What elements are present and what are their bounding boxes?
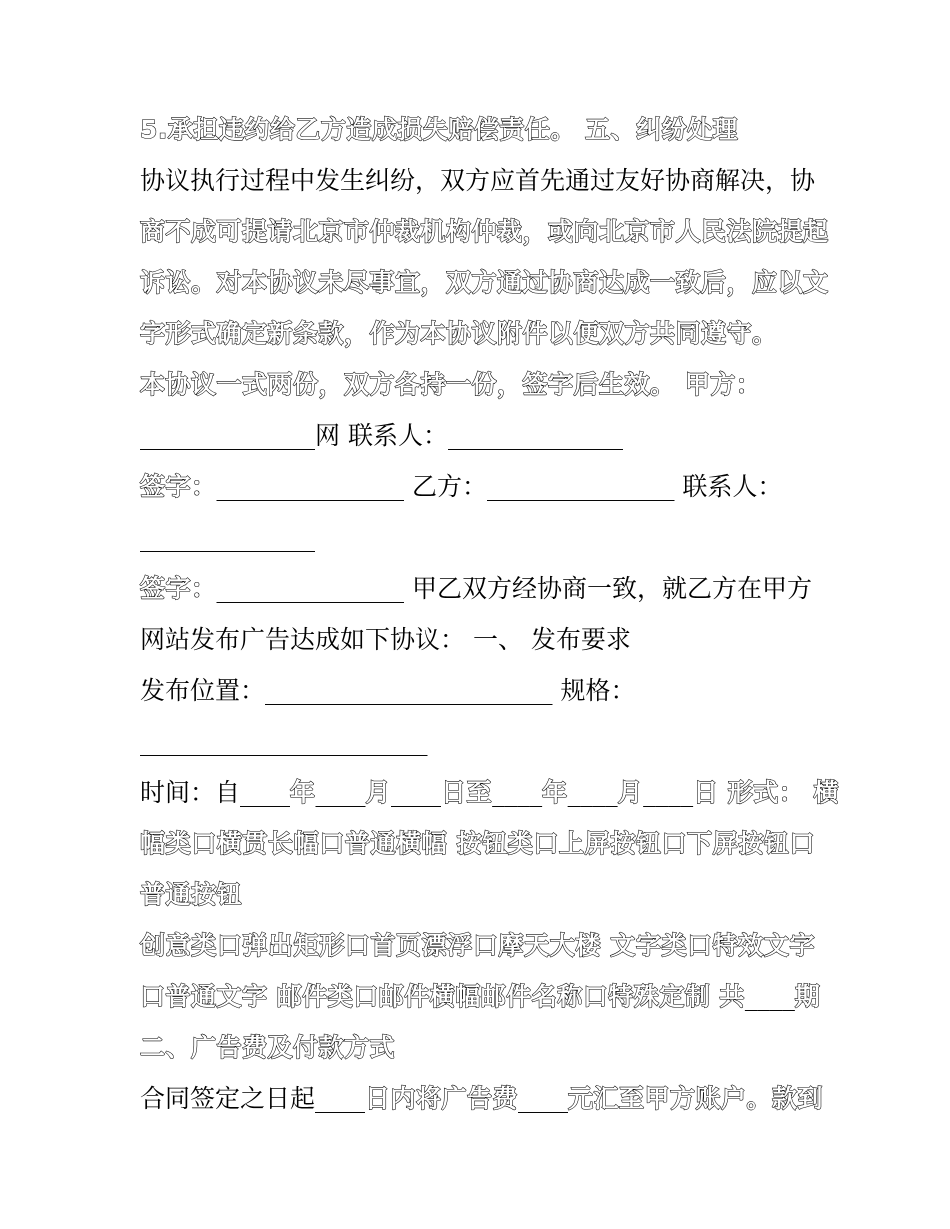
text-segment: 合同签定之日起: [140, 1084, 316, 1113]
text-segment: 月: [617, 778, 644, 807]
text-segment: 字形式确定新条款，作为本协议附件以便双方共同遵守。: [140, 319, 778, 348]
text-segment: 诉讼。对本协议未尽事宜，双方通过协商达成一致后，应以文: [140, 268, 829, 297]
text-segment: 幅类口横贯长幅口普通横幅 按钮类口上屏按钮口下屏按钮口: [140, 829, 815, 858]
text-segment: 商不成可提请北京市仲裁机构仲裁，或向北京市人民法院提起: [140, 217, 829, 246]
text-line-3: [140, 206, 829, 257]
text-segment: 年: [290, 778, 316, 807]
text-line-11: [140, 614, 815, 665]
text-line-12: [140, 665, 815, 716]
text-line-7: [140, 410, 815, 461]
text-segment: ____: [567, 778, 618, 807]
text-segment: ____: [391, 778, 442, 807]
text-line-20: [140, 1073, 824, 1124]
text-segment: _______________ 甲乙双方经协商一致，就乙方在甲方: [216, 574, 812, 603]
text-line-17: [140, 920, 815, 971]
text-segment: 发布位置：_______________________ 规格：: [140, 676, 636, 705]
text-segment: ______________网 联系人：______________: [140, 421, 623, 450]
text-line-9: [140, 512, 815, 563]
document-body: [140, 104, 840, 1124]
text-segment: _______________________: [140, 727, 428, 756]
text-line-19: [140, 1022, 815, 1073]
text-segment: ______________: [140, 523, 315, 552]
text-line-1: [140, 104, 815, 155]
text-segment: ____: [492, 778, 543, 807]
text-segment: 普通按钮: [140, 880, 243, 909]
text-segment: 日至: [441, 778, 493, 807]
text-line-14: [140, 767, 840, 818]
text-line-18: [140, 971, 821, 1022]
text-segment: 二、广告费及付款方式: [140, 1033, 396, 1062]
text-line-2: [140, 155, 815, 206]
text-line-4: [140, 257, 829, 308]
text-line-5: [140, 308, 815, 359]
text-line-10: [140, 563, 815, 614]
text-segment: 5.承担违约给乙方造成损失赔偿责任。 五、纠纷处理: [140, 115, 739, 144]
text-segment: 元汇至甲方账户。款到: [568, 1084, 824, 1113]
text-line-15: [140, 818, 815, 869]
text-segment: 日 形式： 横: [693, 778, 840, 807]
text-segment: 月: [365, 778, 392, 807]
text-segment: 签字：: [140, 574, 217, 603]
text-segment: ____: [744, 982, 795, 1011]
text-segment: 口普通文字 邮件类口邮件横幅邮件名称口特殊定制 共: [140, 982, 745, 1011]
text-segment: ____: [643, 778, 694, 807]
text-line-13: [140, 716, 815, 767]
text-segment: ____: [315, 778, 366, 807]
text-segment: 创意类口弹出矩形口首页漂浮口摩天大楼 文字类口特效文字: [140, 931, 815, 960]
text-segment: 年: [542, 778, 568, 807]
text-segment: ____: [315, 1084, 366, 1113]
text-segment: 时间：自: [140, 778, 241, 807]
text-segment: 本协议一式两份，双方各持一份，签字后生效。 甲方：: [140, 370, 762, 399]
text-segment: 网站发布广告达成如下协议： 一、 发布要求: [140, 625, 631, 654]
text-segment: 期: [794, 982, 821, 1011]
text-segment: 日内将广告费: [365, 1084, 519, 1113]
text-segment: _______________ 乙方：_______________ 联系人：: [216, 472, 783, 501]
text-line-8: [140, 461, 815, 512]
text-segment: ____: [240, 778, 291, 807]
text-line-16: [140, 869, 815, 920]
text-segment: ____: [518, 1084, 569, 1113]
text-segment: 协议执行过程中发生纠纷，双方应首先通过友好协商解决，协: [140, 166, 816, 195]
text-segment: 签字：: [140, 472, 217, 501]
text-line-6: [140, 359, 815, 410]
